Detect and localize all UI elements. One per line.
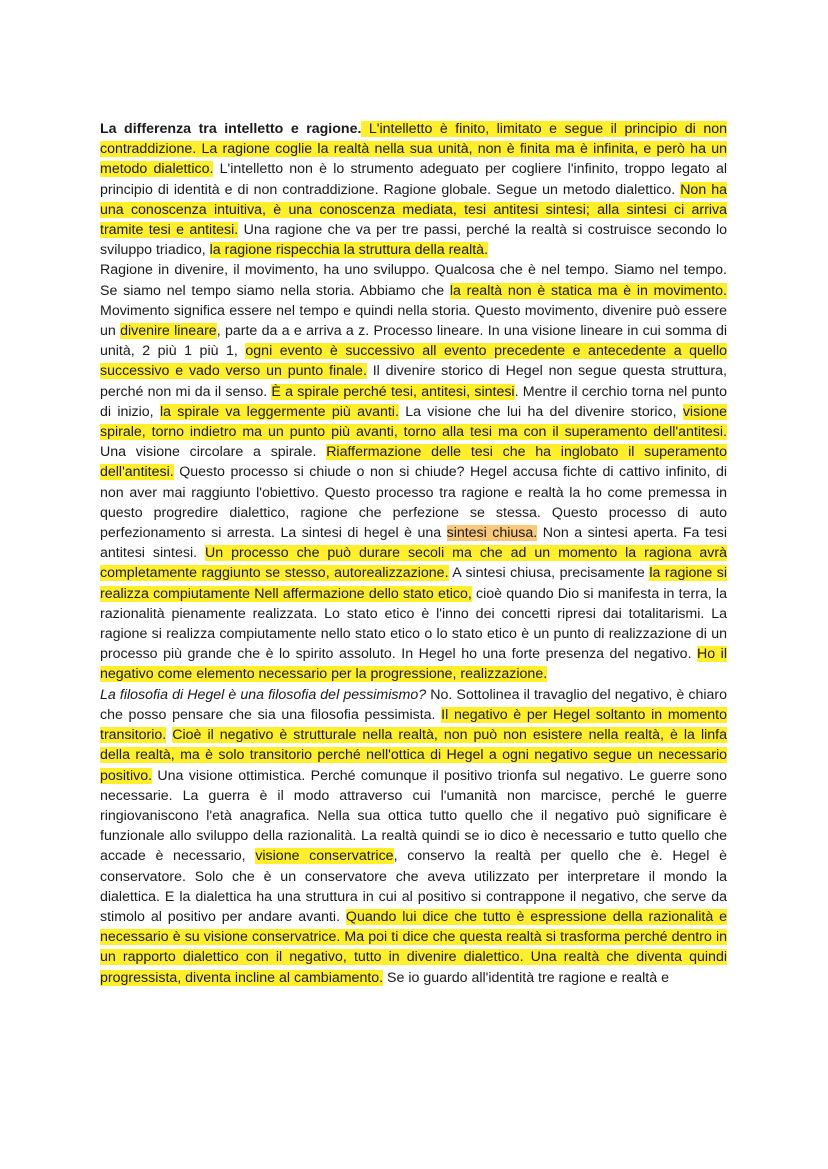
text-run: Il divenire storico di Hegel non segue questa struttura, perché non mi da il senso. <box>100 363 727 400</box>
text-run: cioè quando Dio si manifesta in terra, la razionalità pienamente realizzata. Lo stato etico è l'inno dei concetti ripresi dai totalitarismi. La ragione si realizza compiutamente nello stato etico o lo stato etico è un punto di realizzazione di un processo più grande che è lo spirito assoluto. In Hegel ho una forte presenza del negativo. <box>100 585 727 663</box>
section-heading: La differenza tra intelletto e ragione. <box>100 121 362 137</box>
highlight: L'intelletto è finito, limitato e segue il principio di non contraddizione. La ragione coglie la realtà nella sua unità, non è finita ma è infinita, e però ha un metodo dialettico. <box>100 121 727 178</box>
highlight: Non ha una conoscenza intuitiva, è una conoscenza mediata, tesi antitesi sintesi; alla sintesi ci arriva tramite tesi e antitesi. <box>100 181 728 239</box>
highlight: la ragione rispecchia la struttura della realtà. <box>209 242 489 259</box>
question-italic: La filosofia di Hegel è una filosofia del pessimismo? <box>100 686 427 703</box>
text-run: Una visione ottimistica. Perché comunque il positivo trionfa sul negativo. Le guerre sono necessarie. La guerra è il modo attraverso cui l'umanità non marcisce, perché le guerre ringiovaniscono l'età anagrafica. Nella sua ottica tutto quello che il negativo può significare è funzionale allo sviluppo della razionalità. La realtà quindi se io dico è necessario e tutto quello che accade è necessario, <box>100 767 727 865</box>
highlight: È a spirale perché tesi, antitesi, sintesi <box>271 383 515 400</box>
text-run: Ragione in divenire, il movimento, ha uno sviluppo. Qualcosa che è nel tempo. Siamo nel tempo. Se siamo nel tempo siamo nella storia. Abbiamo che <box>100 262 727 299</box>
paragraph-divenire <box>100 260 727 684</box>
highlight: Riaffermazione delle tesi che ha inglobato il superamento dell'antitesi. <box>100 444 727 481</box>
highlight: la ragione si realizza compiutamente Nell affermazione dello stato etico, <box>100 565 727 602</box>
highlight: Un processo che può durare secoli ma che ad un momento la ragiona avrà completamente raggiunto se stesso, autorealizzazione. <box>100 545 728 582</box>
highlight: Il negativo è per Hegel soltanto in momento transitorio. <box>100 706 727 744</box>
highlight: Cioè il negativo è strutturale nella realtà, non può non esistere nella realtà, è la linfa della realtà, ma è solo transitorio perché nell'ottica di Hegel a ogni negativo segue un necessario positivo. <box>100 727 727 784</box>
highlight: ogni evento è successivo all evento precedente e antecedente a quello successivo e vado verso un punto finale. <box>100 343 727 380</box>
text-run: A sintesi chiusa, precisamente <box>448 565 650 582</box>
highlight: visione spirale, torno indietro ma un punto più avanti, torno alla tesi ma con il superamento dell'antitesi. <box>100 403 727 441</box>
paragraph-intelletto-ragione <box>100 119 727 260</box>
text-run: Una ragione che va per tre passi, perché la realtà si costruisce secondo lo sviluppo triadico, <box>100 222 727 259</box>
text-run: . Mentre il cerchio torna nel punto di inizio, <box>100 383 728 420</box>
highlight: Ho il negativo come elemento necessario per la progressione, realizzazione. <box>100 646 727 683</box>
text-run: Non a sintesi aperta. Fa tesi antitesi sintesi. <box>100 525 727 562</box>
highlight: divenire lineare <box>120 323 217 340</box>
highlight: la realtà non è statica ma è in movimento. <box>449 282 727 299</box>
paragraph-pessimismo <box>100 685 727 988</box>
text-run: Se io guardo all'identità tre ragione e realtà e <box>383 969 669 986</box>
document-page <box>100 119 727 988</box>
text-run: Questo processo si chiude o non si chiude? Hegel accusa fichte di cattivo infinito, di non aver mai raggiunto l'obiettivo. Questo processo tra ragione e realtà la ho come premessa in questo progredire dialettico, ragione che perfezione se stessa. Questo processo di auto perfezionamento si arresta. La sintesi di hegel è una <box>100 464 727 542</box>
text-run: La visione che lui ha del divenire storico, <box>398 403 683 420</box>
text-run: Una visione circolare a spirale. <box>100 444 327 461</box>
text-run: L'intelletto non è lo strumento adeguato per cogliere l'infinito, troppo legato al principio di identità e di non contraddizione. Ragione globale. Segue un metodo dialettico. <box>100 161 727 198</box>
highlight: la spirale va leggermente più avanti. <box>159 403 399 420</box>
text-run: , parte da a e arriva a z. Processo lineare. In una visione lineare in cui somma di unità, 2 più 1 più 1, <box>100 323 727 360</box>
text-run: , conservo la realtà per quello che è. Hegel è conservatore. Solo che è un conservatore che aveva utilizzato per interpretare il mondo la dialettica. E la dialettica ha una struttura in cui al positivo si contrappone il negativo, che serve da stimolo al positivo per andare avanti. <box>100 848 727 925</box>
highlight-orange: sintesi chiusa. <box>446 525 538 542</box>
highlight: visione conservatrice <box>255 848 394 865</box>
text-run: No. Sottolinea il travaglio del negativo, è chiaro che posso pensare che sia una filosofia pessimista. <box>100 686 727 723</box>
highlight: Quando lui dice che tutto è espressione della razionalità e necessario è su visione conservatrice. Ma poi ti dice che questa realtà si trasforma perché dentro in un rapporto dialettico con il negativo, tutto in divenire dialettico. Una realtà che diventa quindi progressista, diventa incline al cambiamento. <box>100 908 728 986</box>
text-run: Movimento significa essere nel tempo e quindi nella storia. Questo movimento, divenire può essere un <box>100 302 727 340</box>
